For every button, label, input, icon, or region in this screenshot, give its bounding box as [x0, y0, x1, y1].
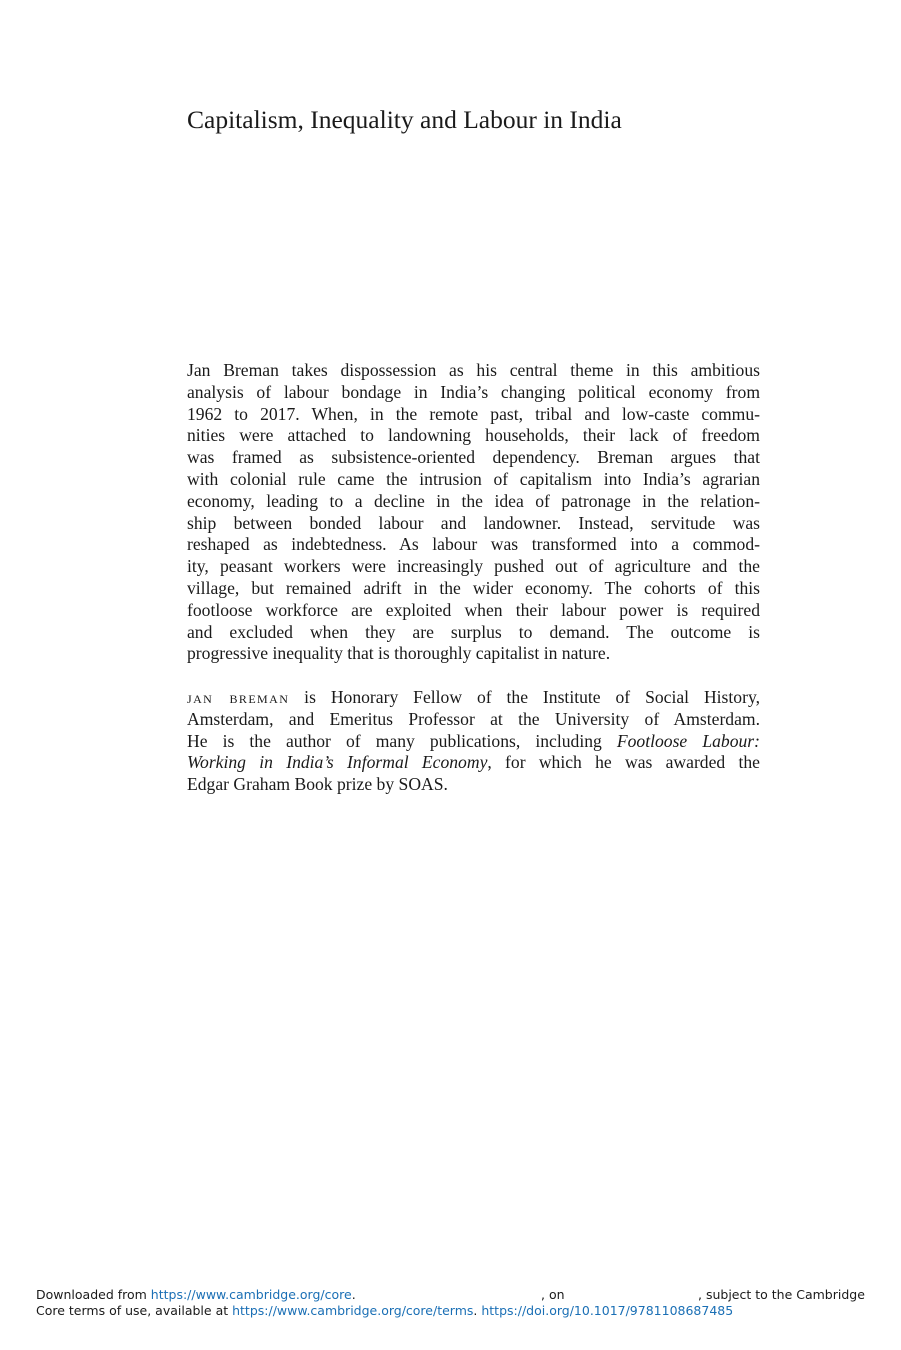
doi-link[interactable]: https://doi.org/10.1017/9781108687485 — [481, 1303, 734, 1318]
description-line: 1962 to 2017. When, in the remote past, tribal and low-caste commu- — [187, 403, 760, 424]
book-description — [187, 360, 760, 665]
core-link[interactable]: https://www.cambridge.org/core — [150, 1287, 352, 1302]
bio-text: He is the author of many publications, including — [187, 730, 617, 751]
description-line: reshaped as indebtedness. As labour was transformed into a commod- — [187, 534, 760, 555]
bio-text: is Honorary Fellow of the Institute of Social History, — [289, 687, 760, 707]
description-line: ship between bonded labour and landowner. Instead, servitude was — [187, 512, 760, 533]
book-title: Capitalism, Inequality and Labour in India — [187, 105, 622, 134]
description-line: village, but remained adrift in the wider economy. The cohorts of this — [187, 577, 760, 598]
description-line: with colonial rule came the intrusion of capitalism into India’s agrarian — [187, 468, 760, 489]
author-bio — [187, 687, 760, 796]
bio-line: Amsterdam, and Emeritus Professor at the University of Amsterdam. — [187, 708, 760, 729]
description-line: Jan Breman takes dispossession as his central theme in this ambitious — [187, 360, 760, 380]
download-footer — [36, 1287, 866, 1319]
footer-text: , subject to the Cambridge — [698, 1287, 865, 1302]
bio-line — [187, 687, 760, 709]
footer-segment — [36, 1287, 356, 1303]
bio-line — [187, 731, 760, 753]
featured-book-title: Footloose Labour: — [616, 730, 760, 751]
featured-book-title: Working in India’s Informal Economy — [187, 752, 488, 773]
description-line: and excluded when they are surplus to demand. The outcome is — [187, 621, 760, 642]
footer-text: Downloaded from — [36, 1287, 151, 1302]
bio-text: , for which he was awarded the — [487, 752, 760, 773]
footer-text: , on — [541, 1287, 565, 1302]
footer-text: . — [473, 1303, 482, 1318]
terms-link[interactable]: https://www.cambridge.org/core/terms — [232, 1303, 474, 1318]
bio-line: Edgar Graham Book prize by SOAS. — [187, 774, 448, 795]
footer-text: . — [351, 1287, 356, 1302]
bio-line — [187, 752, 760, 774]
footer-line — [36, 1303, 866, 1319]
description-line: analysis of labour bondage in India’s changing political economy from — [187, 381, 760, 402]
footer-line — [36, 1287, 866, 1303]
description-line: economy, leading to a decline in the idea of patronage in the relation- — [187, 490, 760, 511]
author-name: jan breman — [187, 687, 290, 707]
description-line: progressive inequality that is thoroughly capitalist in nature. — [187, 643, 611, 664]
description-line: was framed as subsistence-oriented dependency. Breman argues that — [187, 447, 760, 468]
footer-text: Core terms of use, available at — [36, 1303, 233, 1318]
description-line: footloose workforce are exploited when their labour power is required — [187, 599, 760, 620]
description-line: nities were attached to landowning households, their lack of freedom — [187, 425, 760, 446]
description-line: ity, peasant workers were increasingly pushed out of agriculture and the — [187, 556, 760, 577]
